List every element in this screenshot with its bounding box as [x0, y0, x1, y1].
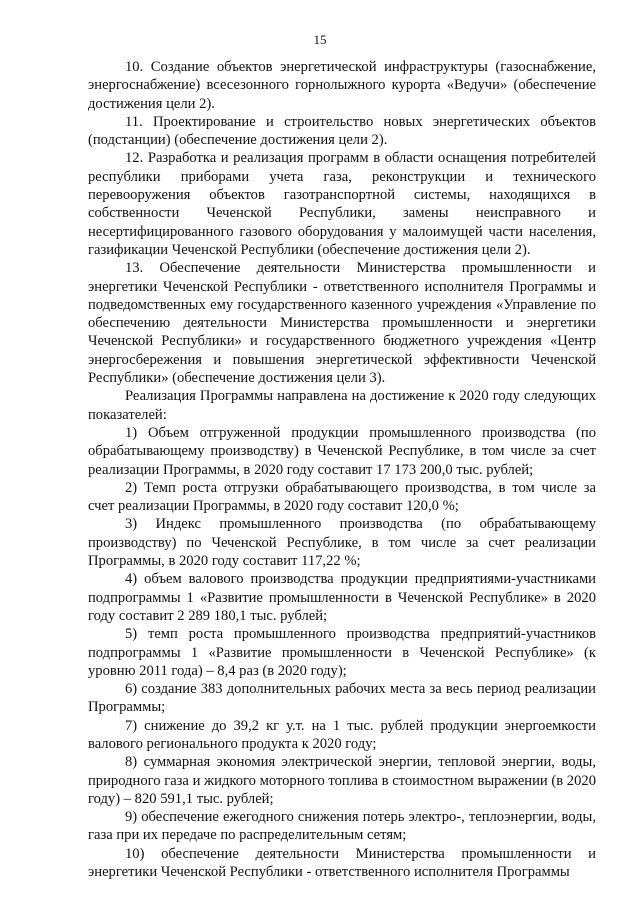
indicator-10: 10) обеспечение деятельности Министерства промышленности и энергетики Чеченской Республики - ответственного исполнителя Программы: [88, 845, 596, 881]
document-body: [88, 58, 596, 881]
paragraph-item-13: 13. Обеспечение деятельности Министерства промышленности и энергетики Чеченской Республики - ответственного исполнителя Программы и подведомственных ему государственного казенного учреждения «Управление по обеспечению деятельности Министерства промышленности и энергетики Чеченской Республики» и государственного бюджетного учреждения «Центр энергосбережения и повышения энергетической эффективности Чеченской Республики» (обеспечение достижения цели 3).: [88, 260, 596, 387]
indicator-6: 6) создание 383 дополнительных рабочих места за весь период реализации Программы;: [88, 681, 596, 716]
indicator-1: 1) Объем отгруженной продукции промышленного производства (по обрабатывающему производству) в Чеченской Республике, в том числе за счет реализации Программы, в 2020 году составит 17 173 200,0 тыс. рублей;: [88, 424, 596, 478]
paragraph-item-11: 11. Проектирование и строительство новых энергетических объектов (подстанции) (обеспечение достижения цели 2).: [88, 113, 596, 149]
indicator-5: 5) темп роста промышленного производства предприятий-участников подпрограммы 1 «Развитие промышленности в Чеченской Республике» (к уровню 2011 года) – 8,4 раз (в 2020 году);: [88, 626, 596, 679]
indicator-8: 8) суммарная экономия электрической энергии, тепловой энергии, воды, природного газа и жидкого моторного топлива в стоимостном выражении (в 2020 году) – 820 591,1 тыс. рублей;: [88, 754, 596, 807]
indicator-3: 3) Индекс промышленного производства (по обрабатывающему производству) по Чеченской Республике, в том числе за счет реализации Программы, в 2020 году составит 117,22 %;: [88, 516, 596, 570]
indicator-7: 7) снижение до 39,2 кг у.т. на 1 тыс. рублей продукции энергоемкости валового регионального продукта к 2020 году;: [88, 717, 596, 752]
indicator-2: 2) Темп роста отгрузки обрабатывающего производства, в том числе за счет реализации Программы, в 2020 году составит 120,0 %;: [88, 479, 596, 515]
page-number: 15: [313, 32, 327, 47]
paragraph-item-10: 10. Создание объектов энергетической инфраструктуры (газоснабжение, энергоснабжение) всесезонного горнолыжного курорта «Ведучи» (обеспечение достижения цели 2).: [88, 59, 596, 112]
indicator-9: 9) обеспечение ежегодного снижения потерь электро-, теплоэнергии, воды, газа при их передаче по распределительным сетям;: [88, 809, 596, 844]
paragraph-indicators-intro: Реализация Программы направлена на достижение к 2020 году следующих показателей:: [88, 388, 596, 423]
indicator-4: 4) объем валового производства продукции предприятиями-участниками подпрограммы 1 «Развитие промышленности в Чеченской Республике» в 2020 году составит 2 289 180,1 тыс. рублей;: [88, 571, 596, 624]
paragraph-item-12: 12. Разработка и реализация программ в области оснащения потребителей республики приборами учета газа, реконструкции и технического перевооружения объектов газотранспортной системы, находящихся в собственности Чеченской Республики, замены неисправного и несертифицированного газового оборудования у малоимущей части населения, газификации Чеченской Республики (обеспечение достижения цели 2).: [88, 150, 596, 258]
